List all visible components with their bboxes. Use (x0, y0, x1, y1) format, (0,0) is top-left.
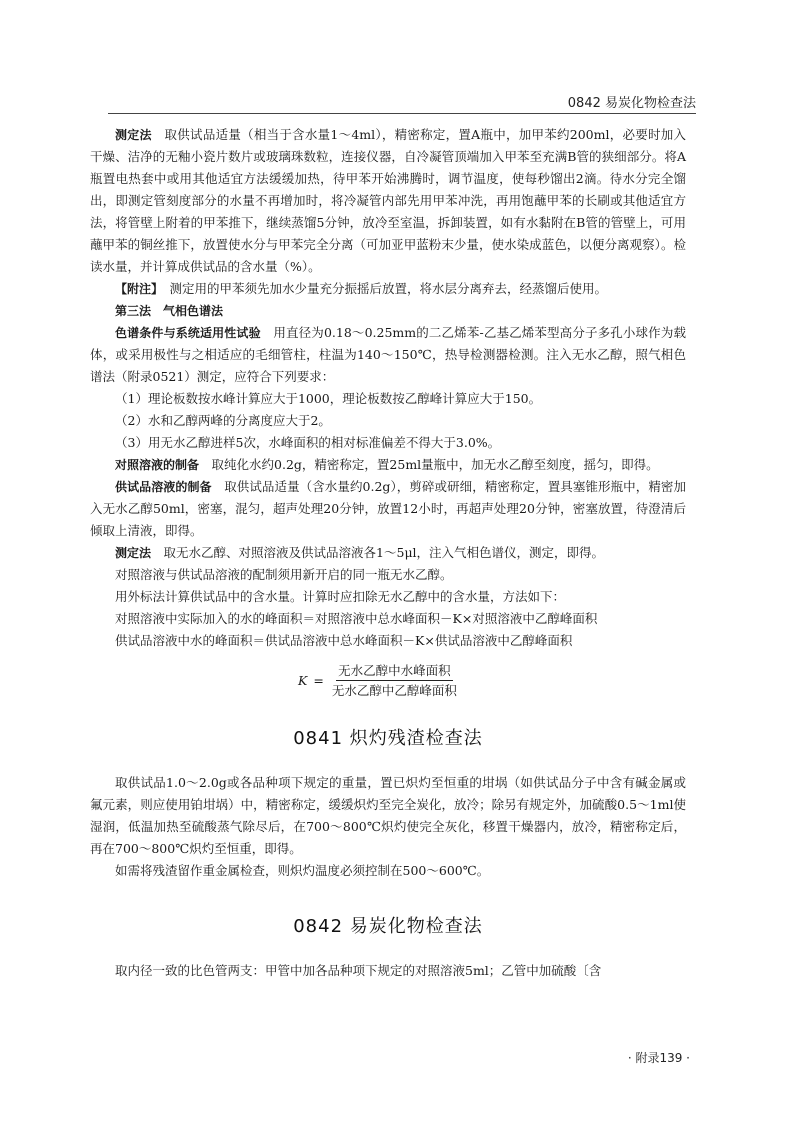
paragraph-reference-solution (90, 454, 686, 476)
paragraph-gc-assay (90, 542, 686, 564)
paragraph-label: 第三法 气相色谱法 (115, 304, 224, 318)
paragraph-label: 供试品溶液的制备 (115, 480, 212, 494)
equation-reference: 对照溶液中实际加入的水的峰面积＝对照溶液中总水峰面积－K×对照溶液中乙醇峰面积 (115, 611, 598, 626)
paragraph-label: 色谱条件与系统适用性试验 (115, 326, 261, 340)
formula-denominator: 无水乙醇中乙醇峰面积 (331, 682, 457, 698)
section-title-0841: 0841 炽灼残渣检查法 (293, 728, 483, 749)
paragraph-chromatographic-conditions (90, 322, 686, 388)
formula-fraction (330, 662, 459, 699)
header-rule (108, 113, 696, 114)
paragraph-assay-method (90, 124, 686, 278)
paragraph-heavy-metal-note: 如需将残渣留作重金属检查，则炽灼温度必须控制在500～600℃。 (115, 863, 490, 878)
paragraph-ethanol-note: 对照溶液与供试品溶液的配制须用新开启的同一瓶无水乙醇。 (115, 567, 453, 582)
paragraph-text: 用直径为0.18～0.25mm的二乙烯苯-乙基乙烯苯型高分子多孔小球作为载体，或采用极性与之相适应的毛细管柱，柱温为140～150℃，热导检测器检测。注入无水乙醇，照气相色谱法（附录0521）测定，应符合下列要求： (90, 325, 686, 384)
paragraph-test-solution (90, 476, 686, 542)
method-3-heading (90, 300, 686, 322)
section-title-0842: 0842 易炭化物检查法 (293, 916, 483, 937)
formula-variable: K (298, 672, 308, 688)
page-content (90, 124, 686, 982)
paragraph-label: 测定法 (115, 128, 152, 142)
requirement-3: （3）用无水乙醇进样5次，水峰面积的相对标准偏差不得大于3.0%。 (115, 435, 501, 450)
paragraph-text: 测定用的甲苯须先加水少量充分振摇后放置，将水层分离弃去，经蒸馏后使用。 (169, 281, 608, 296)
running-header: 0842 易炭化物检查法 (567, 96, 696, 111)
paragraph-text: 取无水乙醇、对照溶液及供试品溶液各1～5μl，注入气相色谱仪，测定，即得。 (163, 545, 605, 560)
equation-test: 供试品溶液中水的峰面积＝供试品溶液中总水峰面积－K×供试品溶液中乙醇峰面积 (115, 633, 573, 648)
paragraph-label: 测定法 (115, 546, 152, 560)
formula-equals: = (313, 672, 324, 688)
paragraph-label: 【附注】 (115, 282, 158, 296)
paragraph-note (90, 278, 686, 300)
formula-numerator: 无水乙醇中水峰面积 (336, 662, 453, 681)
paragraph-readily-carbonizable: 取内径一致的比色管两支：甲管中加各品种项下规定的对照溶液5ml；乙管中加硫酸〔含 (115, 963, 602, 978)
paragraph-label: 对照溶液的制备 (115, 458, 200, 472)
page-number: · 附录139 · (627, 1051, 690, 1065)
requirement-1: （1）理论板数按水峰计算应大于1000，理论板数按乙醇峰计算应大于150。 (115, 391, 542, 406)
paragraph-ignition-residue: 取供试品1.0～2.0g或各品种项下规定的重量，置已炽灼至恒重的坩埚（如供试品分子中含有碱金属或氟元素，则应使用铂坩埚）中，精密称定，缓缓炽灼至完全炭化，放冷；除另有规定外，加硫酸0.5～1ml使湿润，低温加热至硫酸蒸气除尽后，在700～800℃炽灼使完全灰化，移置干燥器内，放冷，精密称定后，再在700～800℃炽灼至恒重，即得。 (90, 775, 686, 856)
paragraph-text: 取供试品适量（相当于含水量1～4ml），精密称定，置A瓶中，加甲苯约200ml，必要时加入干燥、洁净的无釉小瓷片数片或玻璃珠数粒，连接仪器，自冷凝管顶端加入甲苯至充满B管的狭细部分。将A瓶置电热套中或用其他适宜方法缓缓加热，待甲苯开始沸腾时，调节温度，使每秒馏出2滴。待水分完全馏出，即测定管刻度部分的水量不再增加时，将冷凝管内部先用甲苯冲洗，再用饱蘸甲苯的长刷或其他适宜方法，将管壁上附着的甲苯推下，继续蒸馏5分钟，放冷至室温，拆卸装置，如有水黏附在B管的管壁上，可用蘸甲苯的铜丝推下，放置使水分与甲苯完全分离（可加亚甲蓝粉末少量，使水染成蓝色，以便分离观察）。检读水量，并计算成供试品的含水量（%）。 (90, 127, 686, 274)
paragraph-text: 取供试品适量（含水量约0.2g），剪碎或研细，精密称定，置具塞锥形瓶中，精密加入无水乙醇50ml，密塞，混匀，超声处理20分钟，放置12小时，再超声处理20分钟，密塞放置，待澄清后倾取上清液，即得。 (90, 479, 686, 538)
paragraph-external-standard: 用外标法计算供试品中的含水量。计算时应扣除无水乙醇中的含水量，方法如下： (115, 589, 566, 604)
requirement-2: （2）水和乙醇两峰的分离度应大于2。 (115, 413, 331, 428)
paragraph-text: 取纯化水约0.2g，精密称定，置25ml量瓶中，加无水乙醇至刻度，摇匀，即得。 (211, 457, 659, 472)
k-formula (298, 660, 686, 700)
